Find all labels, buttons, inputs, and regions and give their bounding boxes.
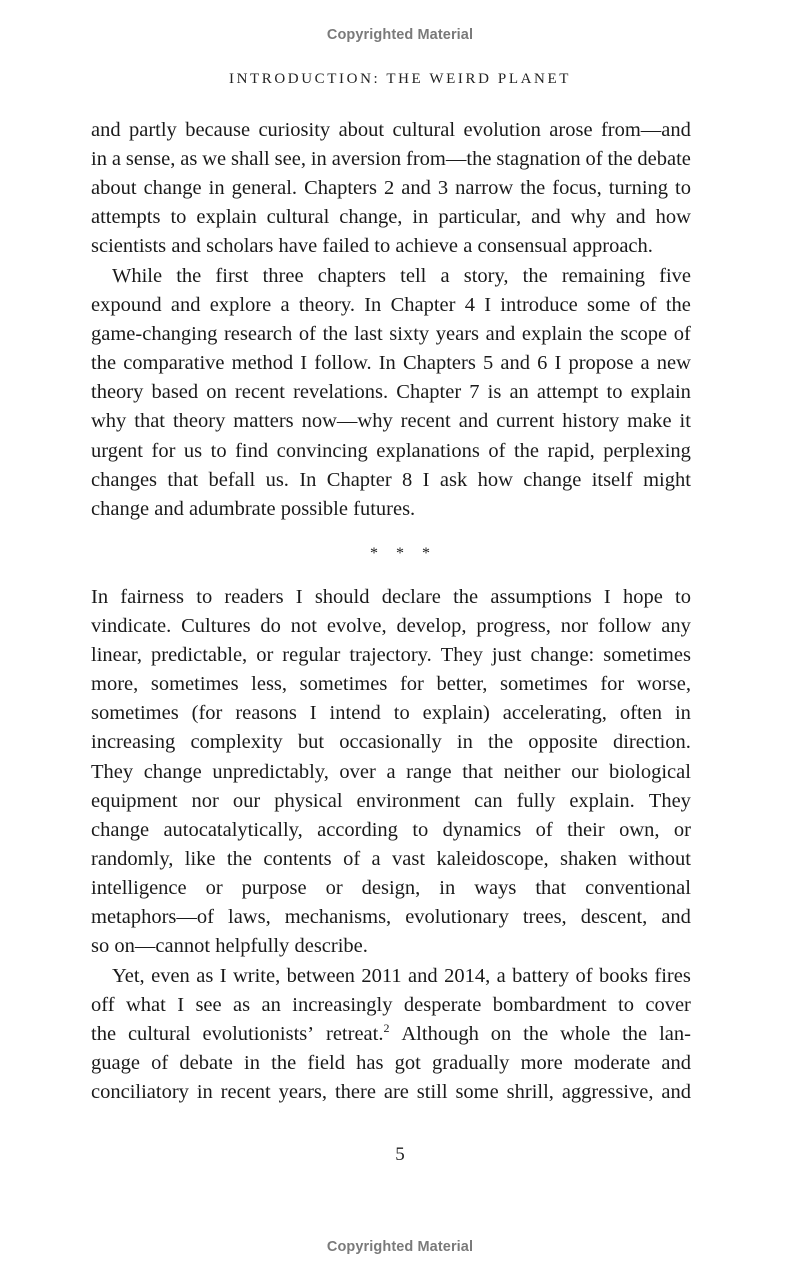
copyright-watermark-bottom: Copyrighted Material	[326, 1239, 474, 1255]
text-line: In fairness to readers I should declare the assumptions I hope to	[91, 586, 691, 608]
section-break: * * *	[370, 545, 430, 562]
text-line: theory based on recent revelations. Chapter 7 is an attempt to explain	[91, 381, 691, 404]
text-line: metaphors—of laws, mechanisms, evolutionary trees, descent, and	[91, 906, 691, 929]
paragraph-2	[91, 262, 691, 524]
text-line: conciliatory in recent years, there are still some shrill, aggressive, and	[91, 1081, 691, 1104]
text-line: urgent for us to find convincing explanations of the rapid, perplexing	[91, 439, 691, 462]
text-line: in a sense, as we shall see, in aversion from—the stagnation of the debate	[91, 148, 691, 171]
text-line: vindicate. Cultures do not evolve, develop, progress, nor follow any	[91, 615, 691, 638]
text-line: off what I see as an increasingly desperate bombardment to cover	[91, 994, 691, 1017]
text-line: randomly, like the contents of a vast kaleidoscope, shaken without	[91, 847, 691, 870]
copyright-watermark-top: Copyrighted Material	[326, 27, 474, 43]
text-line: intelligence or purpose or design, in ways that conventional	[91, 876, 691, 899]
text-line: sometimes (for reasons I intend to explain) accelerating, often in	[91, 702, 691, 725]
text-line: about change in general. Chapters 2 and 3 narrow the focus, turning to	[91, 177, 691, 200]
text-line: and partly because curiosity about cultural evolution arose from—and	[91, 119, 691, 141]
text-line: scientists and scholars have failed to achieve a consensual approach.	[91, 235, 653, 258]
text-line: increasing complexity but occasionally in the opposite direction.	[91, 731, 691, 754]
text-line: so on—cannot helpfully describe.	[91, 935, 368, 958]
text-line: the cultural evolutionists’ retreat.$^2$ Although on the whole the lan-	[91, 1021, 691, 1046]
text-line: change autocatalytically, according to dynamics of their own, or	[91, 818, 691, 841]
text-line: change and adumbrate possible futures.	[91, 497, 416, 520]
paragraph-1	[91, 116, 691, 261]
paragraph-4	[91, 962, 691, 1107]
text-line: linear, predictable, or regular trajectory. They just change: sometimes	[91, 644, 691, 667]
text-line: changes that befall us. In Chapter 8 I ask how change itself might	[91, 468, 691, 491]
text-line: equipment nor our physical environment can fully explain. They	[91, 789, 691, 812]
text-line: attempts to explain cultural change, in particular, and why and how	[91, 206, 691, 229]
text-line: guage of debate in the field has got gradually more moderate and	[91, 1052, 691, 1075]
text-line: Yet, even as I write, between 2011 and 2014, a battery of books fires	[112, 965, 691, 987]
text-line: game-changing research of the last sixty years and explain the scope of	[91, 323, 691, 346]
text-line: the comparative method I follow. In Chapters 5 and 6 I propose a new	[91, 352, 691, 375]
text-line: While the first three chapters tell a story, the remaining five	[112, 265, 691, 287]
text-line: more, sometimes less, sometimes for better, sometimes for worse,	[91, 673, 691, 696]
footnote-marker[interactable]: 2	[383, 1021, 390, 1036]
paragraph-3	[91, 583, 691, 961]
page-number: 5	[395, 1144, 405, 1165]
text-line: expound and explore a theory. In Chapter 4 I introduce some of the	[91, 294, 691, 317]
running-head: INTRODUCTION: THE WEIRD PLANET	[228, 71, 571, 87]
text-line: why that theory matters now—why recent and current history make it	[91, 410, 691, 433]
text-line: They change unpredictably, over a range that neither our biological	[91, 760, 691, 783]
